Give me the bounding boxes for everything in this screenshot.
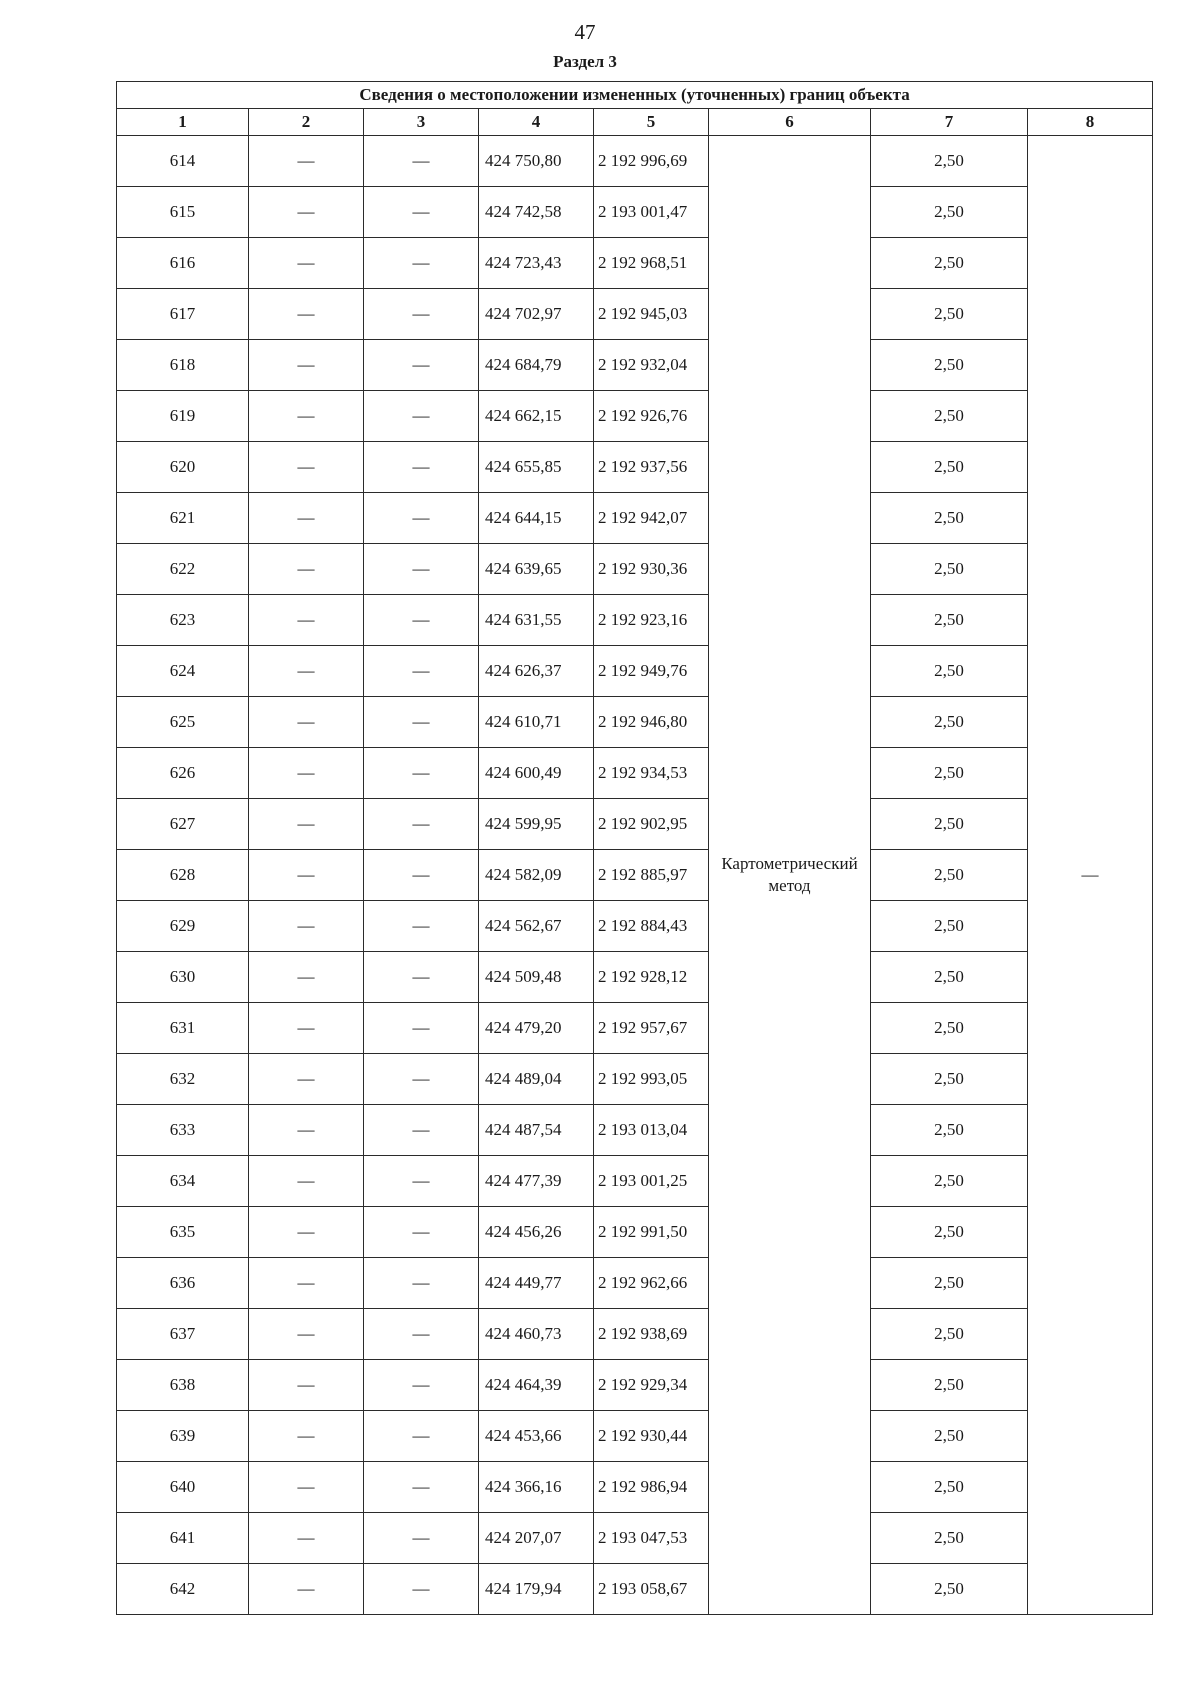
point-number-cell: 622: [117, 544, 249, 595]
y-coordinate-cell: 2 192 932,04: [594, 340, 709, 391]
column-number: 2: [249, 109, 364, 136]
column-3-cell: —: [364, 442, 479, 493]
table-row: [117, 391, 1153, 442]
accuracy-cell: 2,50: [871, 1513, 1028, 1564]
y-coordinate-cell: 2 192 942,07: [594, 493, 709, 544]
column-3-cell: —: [364, 1564, 479, 1615]
column-3-cell: —: [364, 187, 479, 238]
accuracy-cell: 2,50: [871, 136, 1028, 187]
accuracy-cell: 2,50: [871, 799, 1028, 850]
x-coordinate-cell: 424 479,20: [479, 1003, 594, 1054]
table-row: [117, 697, 1153, 748]
accuracy-cell: 2,50: [871, 187, 1028, 238]
accuracy-cell: 2,50: [871, 1258, 1028, 1309]
column-3-cell: —: [364, 1258, 479, 1309]
x-coordinate-cell: 424 582,09: [479, 850, 594, 901]
point-number-cell: 618: [117, 340, 249, 391]
accuracy-cell: 2,50: [871, 901, 1028, 952]
y-coordinate-cell: 2 192 928,12: [594, 952, 709, 1003]
column-3-cell: —: [364, 340, 479, 391]
x-coordinate-cell: 424 464,39: [479, 1360, 594, 1411]
point-number-cell: 630: [117, 952, 249, 1003]
column-3-cell: —: [364, 595, 479, 646]
y-coordinate-cell: 2 192 930,36: [594, 544, 709, 595]
y-coordinate-cell: 2 192 929,34: [594, 1360, 709, 1411]
accuracy-cell: 2,50: [871, 544, 1028, 595]
accuracy-cell: 2,50: [871, 1003, 1028, 1054]
table-row: [117, 1207, 1153, 1258]
x-coordinate-cell: 424 599,95: [479, 799, 594, 850]
y-coordinate-cell: 2 192 926,76: [594, 391, 709, 442]
page-number: 47: [574, 20, 596, 44]
x-coordinate-cell: 424 639,65: [479, 544, 594, 595]
point-number-cell: 633: [117, 1105, 249, 1156]
point-number-cell: 628: [117, 850, 249, 901]
x-coordinate-cell: 424 460,73: [479, 1309, 594, 1360]
point-number-cell: 617: [117, 289, 249, 340]
table-row: [117, 1462, 1153, 1513]
table-row: [117, 1513, 1153, 1564]
x-coordinate-cell: 424 723,43: [479, 238, 594, 289]
column-3-cell: —: [364, 1156, 479, 1207]
accuracy-cell: 2,50: [871, 238, 1028, 289]
column-2-cell: —: [249, 136, 364, 187]
column-number: 4: [479, 109, 594, 136]
column-3-cell: —: [364, 136, 479, 187]
y-coordinate-cell: 2 193 001,25: [594, 1156, 709, 1207]
table-row: [117, 1258, 1153, 1309]
point-number-cell: 624: [117, 646, 249, 697]
column-3-cell: —: [364, 1360, 479, 1411]
x-coordinate-cell: 424 626,37: [479, 646, 594, 697]
accuracy-cell: 2,50: [871, 952, 1028, 1003]
x-coordinate-cell: 424 750,80: [479, 136, 594, 187]
column-3-cell: —: [364, 646, 479, 697]
x-coordinate-cell: 424 477,39: [479, 1156, 594, 1207]
accuracy-cell: 2,50: [871, 697, 1028, 748]
column-2-cell: —: [249, 544, 364, 595]
y-coordinate-cell: 2 192 946,80: [594, 697, 709, 748]
column-number: 7: [871, 109, 1028, 136]
column-2-cell: —: [249, 1462, 364, 1513]
x-coordinate-cell: 424 600,49: [479, 748, 594, 799]
x-coordinate-cell: 424 610,71: [479, 697, 594, 748]
point-number-cell: 638: [117, 1360, 249, 1411]
column-number: 1: [117, 109, 249, 136]
determination-method-cell: Картометрический метод: [709, 136, 871, 1615]
column-2-cell: —: [249, 1258, 364, 1309]
y-coordinate-cell: 2 192 930,44: [594, 1411, 709, 1462]
column-2-cell: —: [249, 1411, 364, 1462]
point-number-cell: 625: [117, 697, 249, 748]
table-row: [117, 442, 1153, 493]
accuracy-cell: 2,50: [871, 850, 1028, 901]
column-2-cell: —: [249, 187, 364, 238]
column-2-cell: —: [249, 952, 364, 1003]
section-title: Раздел 3: [553, 52, 617, 71]
x-coordinate-cell: 424 366,16: [479, 1462, 594, 1513]
y-coordinate-cell: 2 192 902,95: [594, 799, 709, 850]
accuracy-cell: 2,50: [871, 595, 1028, 646]
column-2-cell: —: [249, 1309, 364, 1360]
column-3-cell: —: [364, 1513, 479, 1564]
y-coordinate-cell: 2 192 884,43: [594, 901, 709, 952]
table-row: [117, 544, 1153, 595]
table-row: [117, 1156, 1153, 1207]
y-coordinate-cell: 2 192 945,03: [594, 289, 709, 340]
column-2-cell: —: [249, 850, 364, 901]
y-coordinate-cell: 2 193 013,04: [594, 1105, 709, 1156]
table-row: [117, 952, 1153, 1003]
column-2-cell: —: [249, 238, 364, 289]
point-number-cell: 626: [117, 748, 249, 799]
column-3-cell: —: [364, 1054, 479, 1105]
point-number-cell: 621: [117, 493, 249, 544]
column-3-cell: —: [364, 850, 479, 901]
point-number-cell: 637: [117, 1309, 249, 1360]
x-coordinate-cell: 424 453,66: [479, 1411, 594, 1462]
x-coordinate-cell: 424 662,15: [479, 391, 594, 442]
accuracy-cell: 2,50: [871, 391, 1028, 442]
point-number-cell: 641: [117, 1513, 249, 1564]
column-3-cell: —: [364, 391, 479, 442]
y-coordinate-cell: 2 193 058,67: [594, 1564, 709, 1615]
x-coordinate-cell: 424 655,85: [479, 442, 594, 493]
y-coordinate-cell: 2 192 934,53: [594, 748, 709, 799]
table-row: [117, 1564, 1153, 1615]
table-row: [117, 1054, 1153, 1105]
y-coordinate-cell: 2 192 993,05: [594, 1054, 709, 1105]
y-coordinate-cell: 2 193 001,47: [594, 187, 709, 238]
table-row: [117, 340, 1153, 391]
x-coordinate-cell: 424 207,07: [479, 1513, 594, 1564]
point-number-cell: 616: [117, 238, 249, 289]
accuracy-cell: 2,50: [871, 1054, 1028, 1105]
accuracy-cell: 2,50: [871, 1462, 1028, 1513]
x-coordinate-cell: 424 702,97: [479, 289, 594, 340]
x-coordinate-cell: 424 631,55: [479, 595, 594, 646]
column-3-cell: —: [364, 952, 479, 1003]
column-2-cell: —: [249, 289, 364, 340]
column-2-cell: —: [249, 340, 364, 391]
column-8-cell: —: [1028, 136, 1153, 1615]
accuracy-cell: 2,50: [871, 1156, 1028, 1207]
table-row: [117, 1411, 1153, 1462]
y-coordinate-cell: 2 192 923,16: [594, 595, 709, 646]
point-number-cell: 632: [117, 1054, 249, 1105]
point-number-cell: 636: [117, 1258, 249, 1309]
column-2-cell: —: [249, 442, 364, 493]
column-2-cell: —: [249, 697, 364, 748]
y-coordinate-cell: 2 192 885,97: [594, 850, 709, 901]
column-2-cell: —: [249, 1564, 364, 1615]
column-2-cell: —: [249, 1513, 364, 1564]
column-2-cell: —: [249, 391, 364, 442]
accuracy-cell: 2,50: [871, 1207, 1028, 1258]
accuracy-cell: 2,50: [871, 1411, 1028, 1462]
x-coordinate-cell: 424 179,94: [479, 1564, 594, 1615]
table-row: [117, 238, 1153, 289]
point-number-cell: 640: [117, 1462, 249, 1513]
table-row: [117, 289, 1153, 340]
column-2-cell: —: [249, 1105, 364, 1156]
table-caption: Сведения о местоположении измененных (уточненных) границ объекта: [117, 82, 1153, 109]
column-number-row: [117, 109, 1153, 136]
x-coordinate-cell: 424 742,58: [479, 187, 594, 238]
column-3-cell: —: [364, 901, 479, 952]
table-body: [117, 136, 1153, 1615]
table-row: [117, 1105, 1153, 1156]
column-3-cell: —: [364, 544, 479, 595]
column-number: 6: [709, 109, 871, 136]
column-3-cell: —: [364, 238, 479, 289]
boundary-coordinates-table: [116, 81, 1153, 1615]
x-coordinate-cell: 424 456,26: [479, 1207, 594, 1258]
accuracy-cell: 2,50: [871, 1309, 1028, 1360]
point-number-cell: 615: [117, 187, 249, 238]
column-number: 3: [364, 109, 479, 136]
point-number-cell: 619: [117, 391, 249, 442]
y-coordinate-cell: 2 192 957,67: [594, 1003, 709, 1054]
column-number: 5: [594, 109, 709, 136]
y-coordinate-cell: 2 192 991,50: [594, 1207, 709, 1258]
y-coordinate-cell: 2 192 986,94: [594, 1462, 709, 1513]
table-row: [117, 1003, 1153, 1054]
column-3-cell: —: [364, 1462, 479, 1513]
column-2-cell: —: [249, 1156, 364, 1207]
table-row: [117, 1309, 1153, 1360]
column-2-cell: —: [249, 1360, 364, 1411]
accuracy-cell: 2,50: [871, 493, 1028, 544]
point-number-cell: 639: [117, 1411, 249, 1462]
column-number: 8: [1028, 109, 1153, 136]
x-coordinate-cell: 424 684,79: [479, 340, 594, 391]
y-coordinate-cell: 2 192 949,76: [594, 646, 709, 697]
accuracy-cell: 2,50: [871, 442, 1028, 493]
column-3-cell: —: [364, 697, 479, 748]
y-coordinate-cell: 2 192 968,51: [594, 238, 709, 289]
accuracy-cell: 2,50: [871, 748, 1028, 799]
point-number-cell: 623: [117, 595, 249, 646]
x-coordinate-cell: 424 644,15: [479, 493, 594, 544]
x-coordinate-cell: 424 509,48: [479, 952, 594, 1003]
column-3-cell: —: [364, 1207, 479, 1258]
table-row: [117, 493, 1153, 544]
table-row: [117, 901, 1153, 952]
column-3-cell: —: [364, 1003, 479, 1054]
x-coordinate-cell: 424 489,04: [479, 1054, 594, 1105]
column-3-cell: —: [364, 1411, 479, 1462]
table-row: [117, 1360, 1153, 1411]
accuracy-cell: 2,50: [871, 1564, 1028, 1615]
y-coordinate-cell: 2 192 938,69: [594, 1309, 709, 1360]
column-2-cell: —: [249, 901, 364, 952]
point-number-cell: 627: [117, 799, 249, 850]
x-coordinate-cell: 424 562,67: [479, 901, 594, 952]
point-number-cell: 634: [117, 1156, 249, 1207]
table-row: [117, 646, 1153, 697]
table-row: [117, 748, 1153, 799]
accuracy-cell: 2,50: [871, 340, 1028, 391]
point-number-cell: 642: [117, 1564, 249, 1615]
point-number-cell: 614: [117, 136, 249, 187]
column-2-cell: —: [249, 799, 364, 850]
point-number-cell: 620: [117, 442, 249, 493]
accuracy-cell: 2,50: [871, 646, 1028, 697]
column-3-cell: —: [364, 748, 479, 799]
column-3-cell: —: [364, 493, 479, 544]
accuracy-cell: 2,50: [871, 289, 1028, 340]
y-coordinate-cell: 2 192 962,66: [594, 1258, 709, 1309]
accuracy-cell: 2,50: [871, 1360, 1028, 1411]
point-number-cell: 631: [117, 1003, 249, 1054]
column-3-cell: —: [364, 1309, 479, 1360]
point-number-cell: 629: [117, 901, 249, 952]
column-3-cell: —: [364, 1105, 479, 1156]
column-2-cell: —: [249, 1207, 364, 1258]
y-coordinate-cell: 2 193 047,53: [594, 1513, 709, 1564]
column-2-cell: —: [249, 646, 364, 697]
y-coordinate-cell: 2 192 996,69: [594, 136, 709, 187]
column-2-cell: —: [249, 748, 364, 799]
column-2-cell: —: [249, 1054, 364, 1105]
x-coordinate-cell: 424 449,77: [479, 1258, 594, 1309]
column-3-cell: —: [364, 289, 479, 340]
column-2-cell: —: [249, 595, 364, 646]
accuracy-cell: 2,50: [871, 1105, 1028, 1156]
point-number-cell: 635: [117, 1207, 249, 1258]
table-row: [117, 595, 1153, 646]
table-row: [117, 850, 1153, 901]
table-row: [117, 187, 1153, 238]
column-3-cell: —: [364, 799, 479, 850]
column-2-cell: —: [249, 493, 364, 544]
table-row: [117, 136, 1153, 187]
y-coordinate-cell: 2 192 937,56: [594, 442, 709, 493]
table-row: [117, 799, 1153, 850]
column-2-cell: —: [249, 1003, 364, 1054]
x-coordinate-cell: 424 487,54: [479, 1105, 594, 1156]
